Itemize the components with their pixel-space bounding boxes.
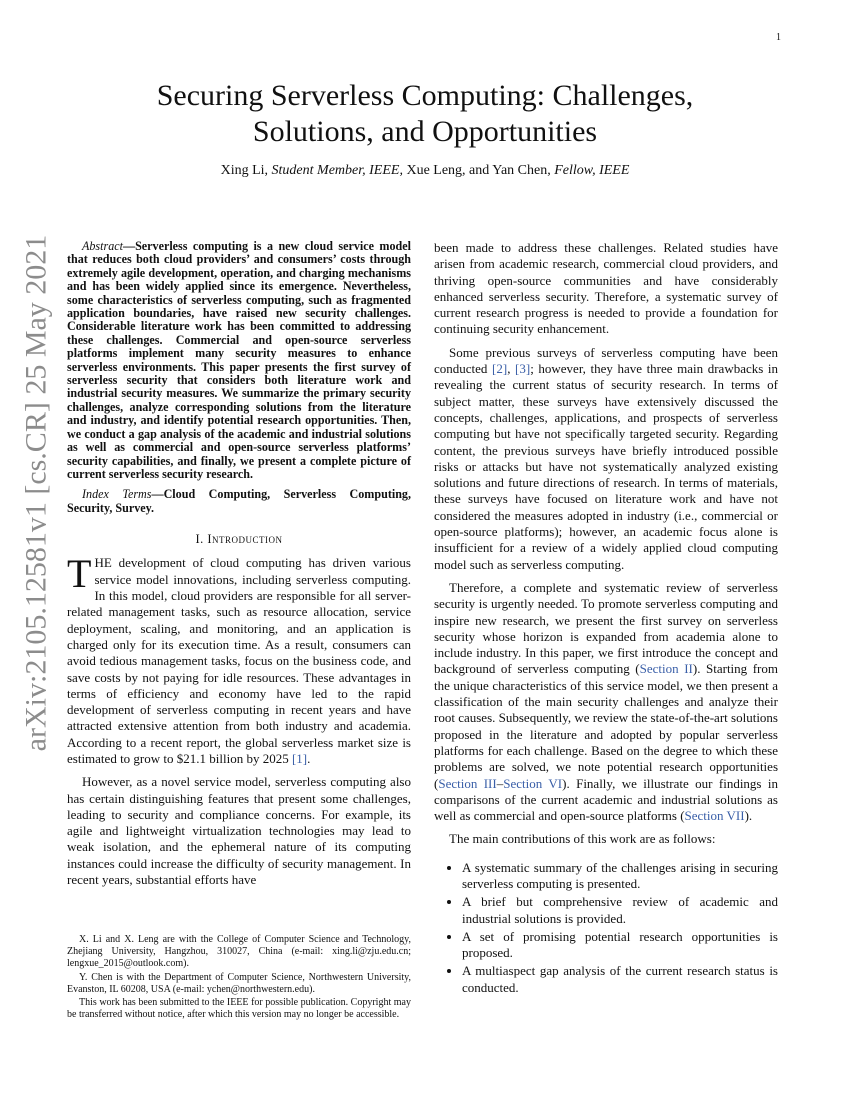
- contribution-item: • A set of promising potential research opportunities is proposed.: [462, 929, 778, 962]
- citation-3[interactable]: [3]: [515, 361, 531, 377]
- index-terms: [67, 488, 411, 515]
- right-paragraph-1: been made to address these challenges. Related studies have arisen from academic research, commercial cloud providers, and thriving open-source communities and have considerably enhanced serverless security. Therefore, a systematic survey of current research progress is needed to provide a foundation for continuing security enhancement.: [434, 240, 778, 337]
- intro-paragraph-1: [67, 551, 411, 767]
- right-paragraph-4: The main contributions of this work are as follows:: [449, 831, 716, 847]
- abstract-text: —Serverless computing is a new cloud service model that reduces both cloud providers’ and consumers’ costs through extremely agile development, operation, and charging mechanisms and has been widely applied since its emergence. Nevertheless, some characteristics of serverless computing, such as fragmented application boundaries, have raised new security challenges. Considerable literature work has been committed to addressing these challenges. Commercial and open-source serverless platforms implement many security measures to enhance serverless environments. This paper presents the first survey of serverless security that considers both literature work and industrial security measures. We summarize the primary security challenges, analyze corresponding solutions from the literature and industry, and identify potential research opportunities. Then, we conduct a gap analysis of the academic and industrial solutions as well as commercial and open-source serverless platforms’ security capabilities, and finally, we present a complete picture of current serverless security research.: [67, 239, 411, 481]
- abstract: [67, 240, 411, 481]
- section-number: I.: [195, 532, 208, 547]
- footnote-copyright: This work has been submitted to the IEEE for possible publication. Copyright may be transferred without notice, after which this version may no longer be accessible.: [67, 997, 411, 1021]
- title-line-1: Securing Serverless Computing: Challenges,: [156, 79, 694, 112]
- section-link-7[interactable]: Section VII: [684, 808, 745, 824]
- citation-1[interactable]: [1]: [291, 750, 308, 766]
- title-line-2: Solutions, and Opportunities: [252, 115, 598, 148]
- right-paragraph-3: [434, 580, 778, 824]
- p3-dash: –: [496, 775, 504, 791]
- footnote-affiliation-1: X. Li and X. Leng are with the College of Computer Science and Technology, Zhejiang University, Hangzhou, 310027, China (e-mail: xing.li@zju.edu.cn; lengxue_2015@outlook.com).: [67, 934, 411, 970]
- right-column: [434, 240, 778, 998]
- section-heading-introduction: [67, 531, 411, 547]
- intro-text: development of cloud computing has driven various service model innovations, including serverless computing. In this model, cloud providers are responsible for all server-related management tasks, such as resource allocation, service deployment, scaling, and monitoring, and an application is charged only for its execution time. As a result, consumers can avoid tedious management tasks, focus on the business code, and save costs by not paying for idle resources. These advantages in terms of efficiency and economy have led to the rapid development of serverless computing in recent years and have attracted extensive attention from both industry and academia. According to a recent report, the global serverless market size is estimated to grow to $21.1 billion by 2025: [67, 555, 411, 766]
- author-2-3: Xue Leng, and Yan Chen,: [406, 163, 551, 178]
- contribution-item: • A brief but comprehensive review of academic and industrial solutions is provided.: [462, 894, 778, 927]
- author-3-role: Fellow, IEEE: [554, 163, 630, 178]
- section-link-3[interactable]: Section III: [438, 775, 497, 791]
- contribution-item: • A systematic summary of the challenges arising in securing serverless computing is presented.: [462, 860, 778, 893]
- intro-paragraph-2: However, as a novel service model, serverless computing also has certain distinguishing features that present some challenges, leading to security and compliance concerns. For example, its agile and lightweight virtualization technologies may lead to weak isolation, and the ephemeral nature of its computing instances could increase the difficulty of security management. In recent years, substantial efforts have: [67, 774, 411, 888]
- p3-text-a: Therefore, a complete and systematic review of serverless security is urgently needed. To promote serverless computing and inspire new research, we present the first survey on serverless security whose horizon is expanded from academia alone to include industry. In this paper, we first introduce the concept and background of serverless computing (: [434, 579, 778, 677]
- intro-lead: HE: [94, 555, 112, 571]
- footnotes: [67, 934, 411, 1022]
- section-link-6[interactable]: Section VI: [503, 775, 563, 791]
- intro-end: .: [307, 750, 311, 766]
- index-terms-label: Index Terms: [82, 487, 152, 502]
- index-terms-text: —Cloud Computing, Serverless Computing, Security, Survey.: [67, 487, 412, 515]
- arxiv-stamp: [6, 234, 66, 752]
- contribution-item: • A multiaspect gap analysis of the current research status is conducted.: [462, 963, 778, 996]
- author-list: [100, 162, 750, 180]
- p2-text-b: ; however, they have three main drawbacks in revealing the current status of security research. In terms of subject matter, these surveys have extensively discussed the concepts, challenges, applications, and prospects of serverless computing but have not specifically targeted security. Regarding content, the previous surveys have briefly introduced possible risks or attacks but have not systematically analyzed existing solutions and future directions of research. In terms of materials, these surveys have focused on literature work and have not considered the measures adopted in industry (i.e., commercial or open-source platforms); however, an academic focus alone is insufficient for a review of a widely applied cloud computing model such as serverless computing.: [434, 361, 779, 572]
- section-link-2[interactable]: Section II: [639, 661, 693, 677]
- p3-text-b: ). Starting from the unique characteristics of this service model, we then present a classification of the main security challenges and analyze their root causes. Subsequently, we review the state-of-the-art solutions proposed in the literature and adopted by popular serverless platforms for each challenge. Based on the degree to which these problems are solved, we note potential research opportunities (: [434, 661, 778, 791]
- arxiv-id: arXiv:2105.12581v1 [cs.CR] 25 May 2021: [19, 234, 52, 752]
- author-1-role: Student Member, IEEE,: [271, 163, 403, 178]
- citation-2[interactable]: [2]: [492, 361, 508, 377]
- p3-text-d: ).: [744, 808, 753, 824]
- abstract-label: Abstract: [82, 239, 123, 253]
- section-title: Introduction: [207, 532, 283, 547]
- page-number: 1: [776, 32, 781, 43]
- left-column: [67, 240, 411, 895]
- contributions-list: [434, 860, 778, 996]
- right-paragraph-2: [434, 345, 778, 573]
- footnote-affiliation-2: Y. Chen is with the Department of Computer Science, Northwestern University, Evanston, IL 60208, USA (e-mail: ychen@northwestern.edu).: [67, 971, 411, 995]
- p3-text-c: ). Finally, we illustrate our findings in comparisons of the current academic and industrial solutions as well as commercial and open-source platforms (: [434, 775, 778, 824]
- p2-sep: ,: [507, 361, 516, 377]
- p2-text-a: Some previous surveys of serverless computing have been conducted: [434, 344, 778, 377]
- paper-title: [100, 78, 750, 150]
- author-1: Xing Li,: [220, 163, 269, 178]
- drop-cap: T: [67, 551, 92, 597]
